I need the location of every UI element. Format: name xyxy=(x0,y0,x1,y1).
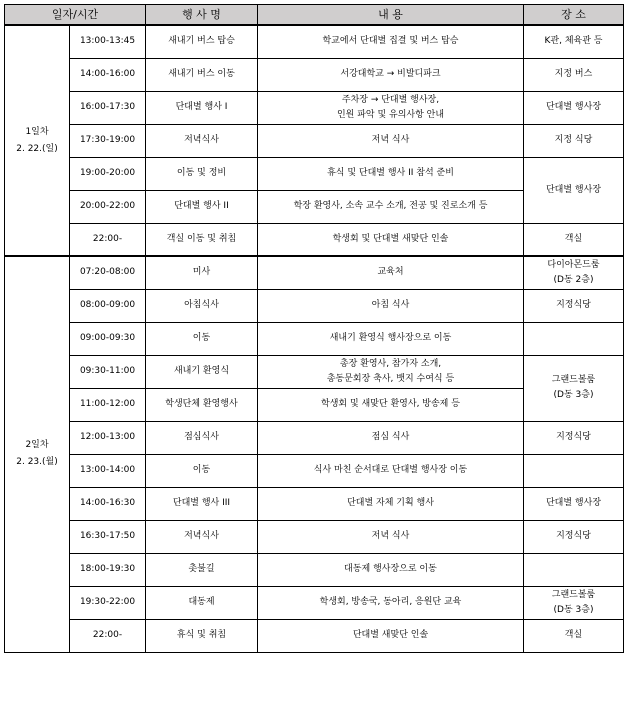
table-row xyxy=(5,520,624,553)
event-cell: 새내기 버스 탑승 xyxy=(146,25,258,58)
event-cell: 이동 및 정비 xyxy=(146,157,258,190)
time-cell: 16:30-17:50 xyxy=(70,520,146,553)
table-row xyxy=(5,25,624,58)
table-row xyxy=(5,586,624,619)
content-cell: 서강대학교 → 비발디파크 xyxy=(258,58,524,91)
place-cell: 그랜드볼룸 (D동 3층) xyxy=(524,355,624,421)
event-cell: 새내기 버스 이동 xyxy=(146,58,258,91)
content-cell: 학생회, 방송국, 동아리, 응원단 교육 xyxy=(258,586,524,619)
content-cell: 식사 마친 순서대로 단대별 행사장 이동 xyxy=(258,454,524,487)
place-cell: 단대별 행사장 xyxy=(524,91,624,124)
content-cell: 총장 환영사, 참가자 소개, 총동문회장 축사, 뱃지 수여식 등 xyxy=(258,355,524,388)
place-cell xyxy=(524,322,624,355)
event-cell: 이동 xyxy=(146,454,258,487)
content-cell: 학장 환영사, 소속 교수 소개, 전공 및 진로소개 등 xyxy=(258,190,524,223)
content-cell: 새내기 환영식 행사장으로 이동 xyxy=(258,322,524,355)
content-cell: 단대별 새맞단 인솔 xyxy=(258,619,524,652)
header-place: 장 소 xyxy=(524,5,624,26)
place-cell xyxy=(524,454,624,487)
content-cell: 주차장 → 단대별 행사장, 인원 파악 및 유의사항 안내 xyxy=(258,91,524,124)
time-cell: 12:00-13:00 xyxy=(70,421,146,454)
event-cell: 저녁식사 xyxy=(146,520,258,553)
place-cell: K관, 체육관 등 xyxy=(524,25,624,58)
event-cell: 점심식사 xyxy=(146,421,258,454)
time-cell: 22:00- xyxy=(70,619,146,652)
event-cell: 단대별 행사 II xyxy=(146,190,258,223)
content-cell: 아침 식사 xyxy=(258,289,524,322)
table-row xyxy=(5,91,624,124)
time-cell: 22:00- xyxy=(70,223,146,256)
table-row xyxy=(5,58,624,91)
day1-label: 1일차 2. 22.(일) xyxy=(5,25,70,256)
content-cell: 점심 식사 xyxy=(258,421,524,454)
event-cell: 이동 xyxy=(146,322,258,355)
place-cell: 그랜드볼룸 (D동 3층) xyxy=(524,586,624,619)
schedule-table xyxy=(4,4,624,653)
time-cell: 09:30-11:00 xyxy=(70,355,146,388)
header-row xyxy=(5,5,624,26)
place-cell: 지정식당 xyxy=(524,289,624,322)
time-cell: 13:00-13:45 xyxy=(70,25,146,58)
time-cell: 09:00-09:30 xyxy=(70,322,146,355)
place-cell: 객실 xyxy=(524,619,624,652)
content-cell: 교육처 xyxy=(258,256,524,289)
time-cell: 16:00-17:30 xyxy=(70,91,146,124)
time-cell: 18:00-19:30 xyxy=(70,553,146,586)
table-row xyxy=(5,619,624,652)
event-cell: 촛불길 xyxy=(146,553,258,586)
table-row xyxy=(5,124,624,157)
table-row xyxy=(5,322,624,355)
time-cell: 19:30-22:00 xyxy=(70,586,146,619)
time-cell: 19:00-20:00 xyxy=(70,157,146,190)
table-row xyxy=(5,421,624,454)
content-cell: 저녁 식사 xyxy=(258,520,524,553)
time-cell: 13:00-14:00 xyxy=(70,454,146,487)
time-cell: 11:00-12:00 xyxy=(70,388,146,421)
header-date-time: 일자/시간 xyxy=(5,5,146,26)
content-cell: 학생회 및 새맞단 환영사, 방송제 등 xyxy=(258,388,524,421)
time-cell: 14:00-16:00 xyxy=(70,58,146,91)
place-cell: 지정 식당 xyxy=(524,124,624,157)
table-row xyxy=(5,487,624,520)
time-cell: 20:00-22:00 xyxy=(70,190,146,223)
place-cell: 지정식당 xyxy=(524,421,624,454)
day2-label: 2일차 2. 23.(월) xyxy=(5,256,70,652)
header-content: 내 용 xyxy=(258,5,524,26)
table-row xyxy=(5,256,624,289)
event-cell: 객실 이동 및 취침 xyxy=(146,223,258,256)
place-cell: 다이아몬드룸 (D동 2층) xyxy=(524,256,624,289)
content-cell: 대동제 행사장으로 이동 xyxy=(258,553,524,586)
content-cell: 저녁 식사 xyxy=(258,124,524,157)
event-cell: 학생단체 환영행사 xyxy=(146,388,258,421)
table-row xyxy=(5,355,624,388)
place-cell: 객실 xyxy=(524,223,624,256)
event-cell: 아침식사 xyxy=(146,289,258,322)
table-row xyxy=(5,289,624,322)
place-cell: 지정 버스 xyxy=(524,58,624,91)
event-cell: 새내기 환영식 xyxy=(146,355,258,388)
time-cell: 14:00-16:30 xyxy=(70,487,146,520)
time-cell: 08:00-09:00 xyxy=(70,289,146,322)
content-cell: 휴식 및 단대별 행사 II 참석 준비 xyxy=(258,157,524,190)
time-cell: 07:20-08:00 xyxy=(70,256,146,289)
place-cell xyxy=(524,553,624,586)
content-cell: 학생회 및 단대별 새맞단 인솔 xyxy=(258,223,524,256)
event-cell: 저녁식사 xyxy=(146,124,258,157)
content-cell: 학교에서 단대별 집결 및 버스 탑승 xyxy=(258,25,524,58)
place-cell: 단대별 행사장 xyxy=(524,157,624,223)
table-row xyxy=(5,454,624,487)
event-cell: 단대별 행사 III xyxy=(146,487,258,520)
header-event: 행 사 명 xyxy=(146,5,258,26)
table-row xyxy=(5,553,624,586)
event-cell: 미사 xyxy=(146,256,258,289)
content-cell: 단대별 자체 기획 행사 xyxy=(258,487,524,520)
place-cell: 단대별 행사장 xyxy=(524,487,624,520)
table-row xyxy=(5,157,624,190)
event-cell: 대동제 xyxy=(146,586,258,619)
place-cell: 지정식당 xyxy=(524,520,624,553)
table-row xyxy=(5,223,624,256)
event-cell: 단대별 행사 I xyxy=(146,91,258,124)
event-cell: 휴식 및 취침 xyxy=(146,619,258,652)
time-cell: 17:30-19:00 xyxy=(70,124,146,157)
